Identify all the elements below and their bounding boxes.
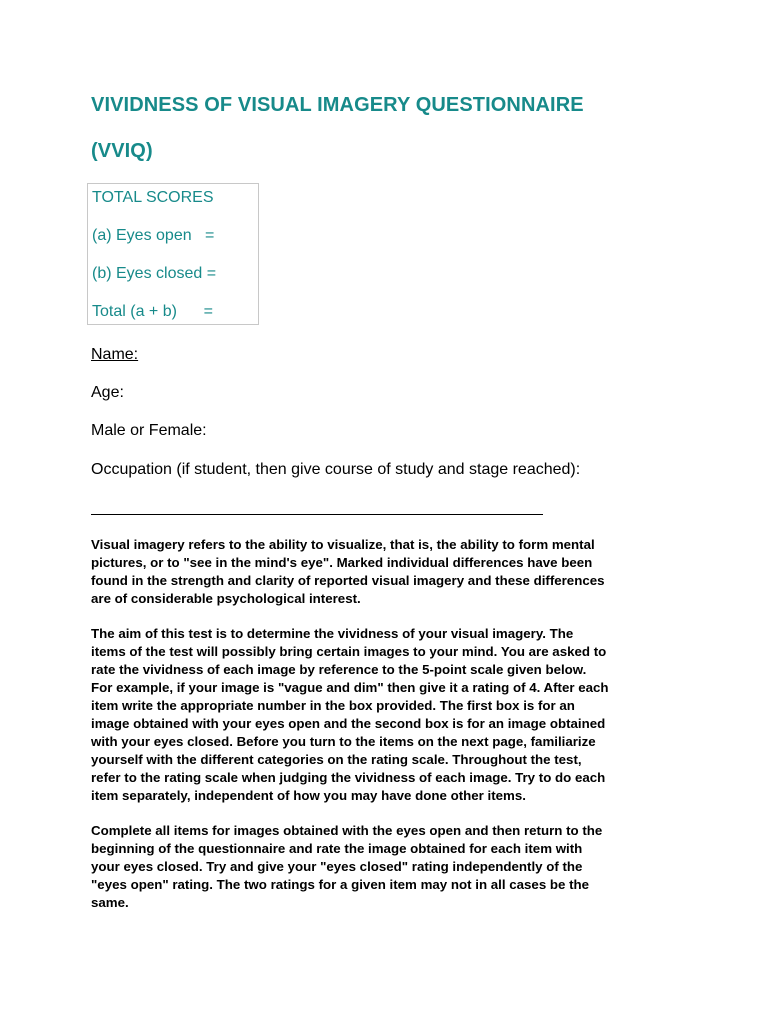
document-title-abbreviation: (VVIQ) [91,140,153,162]
eyes-open-score: (a) Eyes open = [92,227,215,244]
instructions-paragraph: Complete all items for images obtained with the eyes open and then return to the beginning of the questionnaire and rate the image obtained for each item with your eyes closed. Try and give your "eyes closed" rating independently of the "eyes open" rating. The two ratings for a given item may not in all cases be the same. [91,823,603,910]
sex-field-label: Male or Female: [91,422,207,439]
occupation-field-label: Occupation (if student, then give course of study and stage reached): [91,461,581,478]
age-field-label: Age: [91,384,124,401]
eyes-closed-score: (b) Eyes closed = [92,265,217,282]
total-score: Total (a + b) = [92,303,213,320]
total-scores-heading: TOTAL SCORES [92,189,214,206]
intro-paragraph: Visual imagery refers to the ability to visualize, that is, the ability to form mental pictures, or to "see in the mind's eye". Marked individual differences have been found in the strength and clarity of reported visual imagery and these differences are of considerable psychological interest. [91,537,605,606]
document-title: VIVIDNESS OF VISUAL IMAGERY QUESTIONNAIRE [91,94,584,116]
aim-paragraph: The aim of this test is to determine the vividness of your visual imagery. The items of the test will possibly bring certain images to your mind. You are asked to rate the vividness of each image by reference to the 5-point scale given below. For example, if your image is "vague and dim" then give it a rating of 4. After each item write the appropriate number in the box provided. The first box is for an image obtained with your eyes open and the second box is for an image obtained with your eyes closed. Before you turn to the items on the next page, familiarize yourself with the different categories on the rating scale. Throughout the test, refer to the rating scale when judging the vividness of each image. Try to do each item separately, independent of how you may have done other items. [91,626,609,803]
occupation-answer-line [91,514,543,515]
name-field-label: Name: [91,346,139,363]
total-scores-box [87,183,259,325]
